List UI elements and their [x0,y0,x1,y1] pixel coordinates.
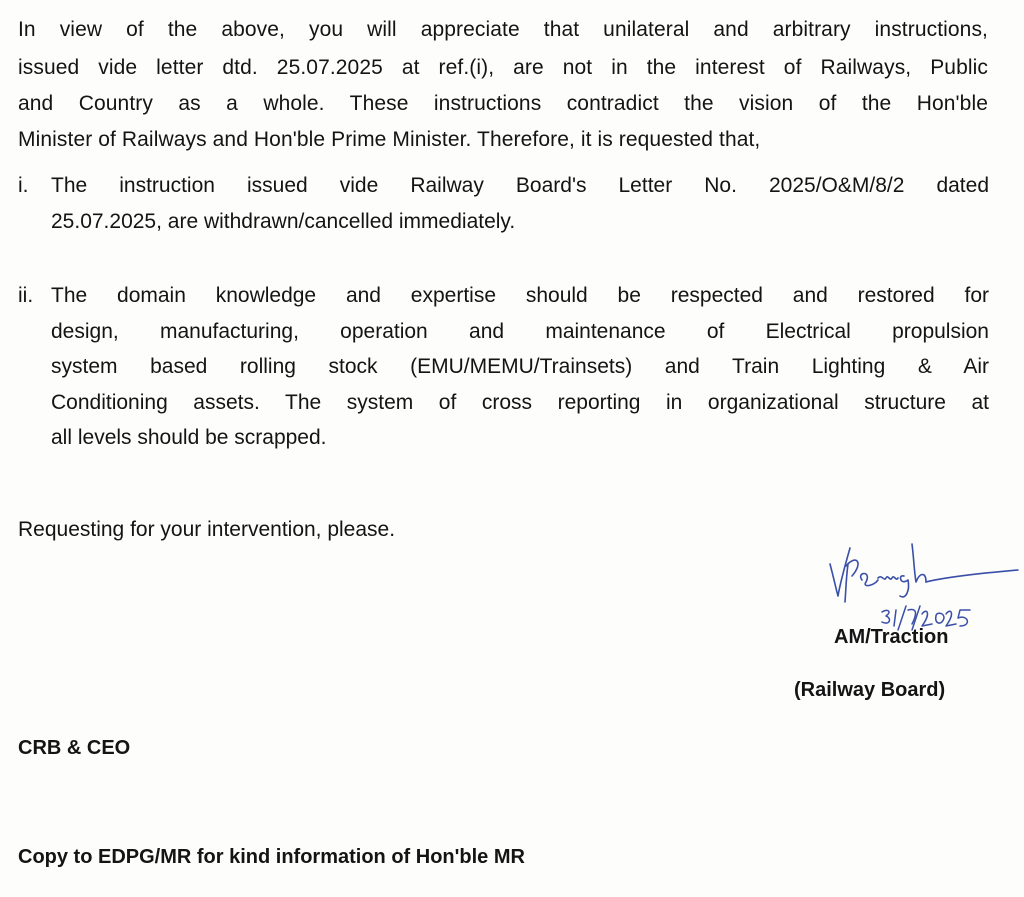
intro-paragraph [18,0,988,160]
intro-line: and Country as a whole. These instructions contradict the vision of the Hon'ble [18,92,988,115]
item-line: The instruction issued vide Railway Board's Letter No. 2025/O&M/8/2 dated [51,174,989,197]
item-line: The domain knowledge and expertise should be respected and restored for [51,284,989,307]
item-line: system based rolling stock (EMU/MEMU/Trainsets) and Train Lighting & Air [51,355,989,378]
copy-to-line: Copy to EDPG/MR for kind information of Hon'ble MR [18,846,525,868]
item-text [51,168,989,240]
intro-line: issued vide letter dtd. 25.07.2025 at ref.(i), are not in the interest of Railways, Public [18,56,988,79]
intro-line: Minister of Railways and Hon'ble Prime Minister. Therefore, it is requested that, [18,128,761,151]
item-number: i. [18,174,29,197]
signatory-designation: AM/Traction [834,626,949,648]
item-text [51,278,989,456]
request-line: Requesting for your intervention, please. [18,518,396,541]
item-line: Conditioning assets. The system of cross reporting in organizational structure at [51,390,989,414]
item-line: 25.07.2025, are withdrawn/cancelled immediately. [51,210,516,233]
intro-line: In view of the above, you will appreciate that unilateral and arbitrary instructions, [18,18,988,41]
item-line: all levels should be scrapped. [51,426,327,449]
item-number: ii. [18,284,34,307]
signatory-office: (Railway Board) [794,679,946,701]
item-line: design, manufacturing, operation and maintenance of Electrical propulsion [51,319,989,343]
addressee: CRB & CEO [18,737,131,759]
handwritten-signature [822,534,1022,634]
